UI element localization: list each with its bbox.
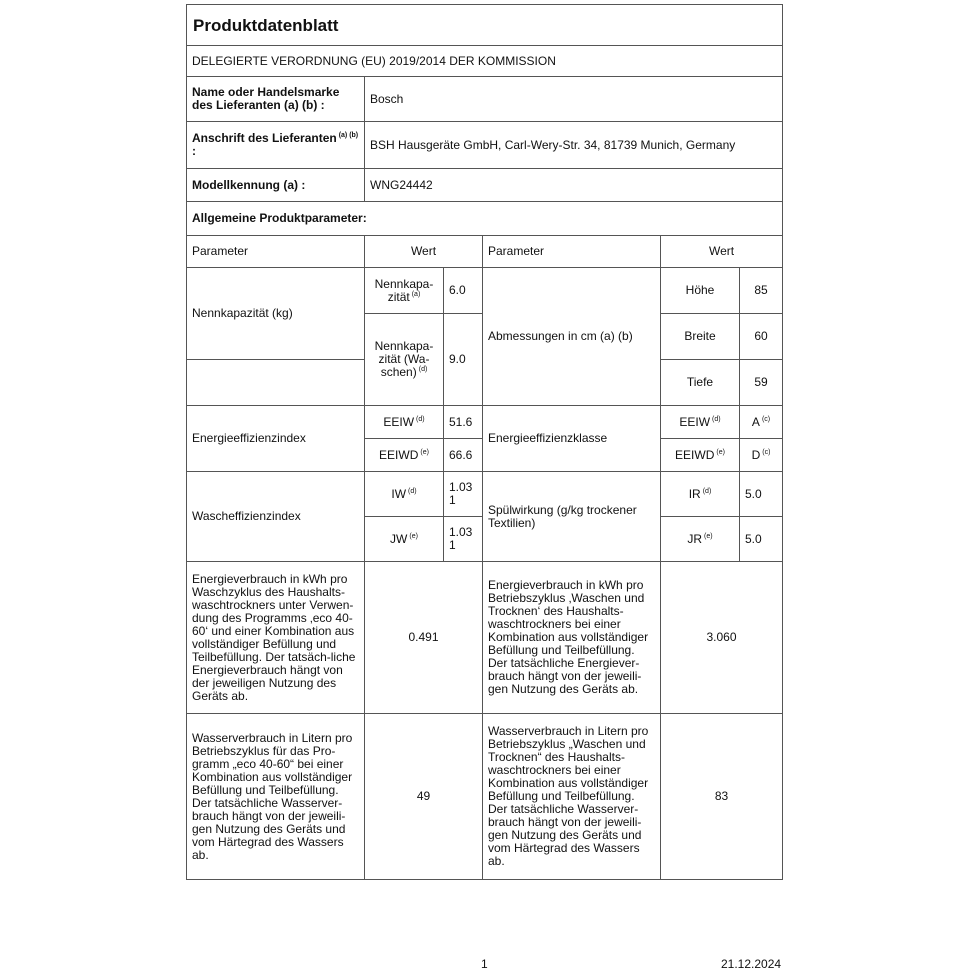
jr-value: 5.0 [740,517,783,562]
rinse-label: Spülwirkung (g/kg trockener Textilien) [483,472,661,562]
dim-width-value: 60 [740,314,783,360]
header-value-left: Wert [365,236,483,268]
dim-depth-value: 59 [740,360,783,406]
dim-depth-label: Tiefe [661,360,740,406]
header-parameter-left: Parameter [187,236,365,268]
dim-width-label: Breite [661,314,740,360]
supplier-name-label: Name oder Handelsmarke des Lieferanten (a) (b) : [187,77,365,122]
water-use-wash-text: Wasserverbrauch in Litern pro Betriebszyklus für das Pro-gramm „eco 40-60“ bei einer Kombination aus vollständiger Befüllung und Teilbefüllung. Der tatsächliche Wasserver-brauch hängt von der jeweili-gen Nutzung des Geräts und vom Härtegrad des Wassers ab. [187,714,365,880]
supplier-address-value: BSH Hausgeräte GmbH, Carl-Wery-Str. 34, 81739 Munich, Germany [365,122,783,169]
capacity-sub2-value: 9.0 [444,314,483,406]
header-value-right: Wert [661,236,783,268]
energy-use-wash-value: 0.491 [365,562,483,714]
ir-value: 5.0 [740,472,783,517]
capacity-label: Nennkapazität (kg) [187,268,365,360]
energy-class-eeiw-value: A $^{(c)}$ [740,406,783,439]
water-use-washdry-value: 83 [661,714,783,880]
eeiwd-label-left: EEIWD $^{(e)}$ [365,439,444,472]
dim-height-label: Höhe [661,268,740,314]
jw-label: JW $^{(e)}$ [365,517,444,562]
regulation-heading: DELEGIERTE VERORDNUNG (EU) 2019/2014 DER KOMMISSION [187,46,783,77]
energy-class-label: Energieeffizienzklasse [483,406,661,472]
model-id-label: Modellkennung (a) : [187,169,365,202]
eeiwd-label-right: EEIWD $^{(e)}$ [661,439,740,472]
iw-value: 1.03 1 [444,472,483,517]
energy-use-washdry-text: Energieverbrauch in kWh pro Betriebszyklus ‚Waschen und Trocknen‘ des Haushalts-waschtrockners bei einer Kombination aus vollständiger Befüllung und Teilbefüllung. Der tatsächliche Energiever-brauch hängt von der jeweili-gen Nutzung des Geräts ab. [483,562,661,714]
jw-value: 1.03 1 [444,517,483,562]
energy-class-eeiwd-value: D $^{(c)}$ [740,439,783,472]
data-sheet-table [186,4,783,880]
document-date: 21.12.2024 [721,957,782,971]
eeiw-value: 51.6 [444,406,483,439]
header-parameter-right: Parameter [483,236,661,268]
capacity-sub1-label: Nennkapa-zität $^{(a)}$ [365,268,444,314]
model-id-value: WNG24442 [365,169,783,202]
capacity-label-continuation [187,360,365,406]
energy-use-washdry-value: 3.060 [661,562,783,714]
capacity-sub1-value: 6.0 [444,268,483,314]
page-number: 1 [481,957,488,971]
eeiwd-value: 66.6 [444,439,483,472]
energy-use-wash-text: Energieverbrauch in kWh pro Waschzyklus des Haushalts-waschtrockners unter Verwen-dung des Programms ‚eco 40-60‘ und einer Kombination aus vollständiger Befüllung und Teilbefüllung. Der tatsäch-liche Energieverbrauch hängt von der jeweiligen Nutzung des Geräts ab. [187,562,365,714]
page-title: Produktdatenblatt [187,5,783,46]
supplier-name-value: Bosch [365,77,783,122]
capacity-sub2-label: Nennkapa-zität (Wa-schen) $^{(d)}$ [365,314,444,406]
iw-label: IW $^{(d)}$ [365,472,444,517]
supplier-address-label: Anschrift des Lieferanten $^{(a) (b)}$ : [187,122,365,169]
water-use-washdry-text: Wasserverbrauch in Litern pro Betriebszyklus „Waschen und Trocknen“ des Haushalts-waschtrockners bei einer Kombination aus vollständiger Befüllung und Teilbefüllung. Der tatsächliche Wasserver-brauch hängt von der jeweili-gen Nutzung des Geräts und vom Härtegrad des Wassers ab. [483,714,661,880]
general-parameters-heading: Allgemeine Produktparameter: [187,202,783,236]
eeiw-label-left: EEIW $^{(d)}$ [365,406,444,439]
product-data-sheet [186,4,782,880]
energy-index-label: Energieeffizienzindex [187,406,365,472]
ir-label: IR $^{(d)}$ [661,472,740,517]
jr-label: JR $^{(e)}$ [661,517,740,562]
eeiw-label-right: EEIW $^{(d)}$ [661,406,740,439]
dim-height-value: 85 [740,268,783,314]
dimensions-label: Abmessungen in cm (a) (b) [483,268,661,406]
wash-index-label: Wascheffizienzindex [187,472,365,562]
water-use-wash-value: 49 [365,714,483,880]
